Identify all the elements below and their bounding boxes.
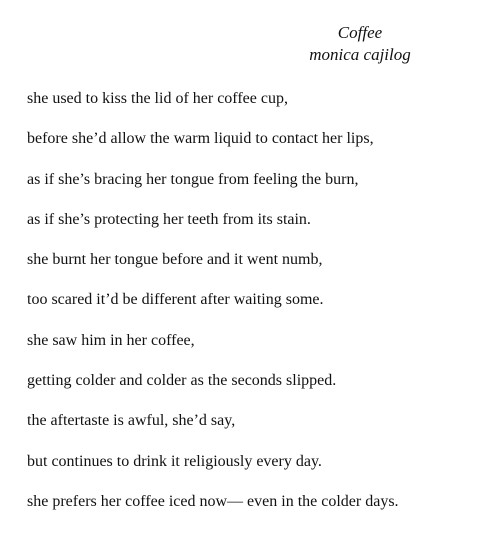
poem-line: she burnt her tongue before and it went numb,: [27, 251, 323, 269]
poem-line: she prefers her coffee iced now— even in the colder days.: [27, 492, 399, 510]
poem-author: monica cajilog: [309, 45, 411, 64]
poem-header: [300, 22, 420, 66]
poem-body: [27, 89, 468, 532]
poem-line: too scared it’d be different after waiting some.: [27, 291, 324, 309]
poem-line: as if she’s protecting her teeth from its stain.: [27, 210, 311, 228]
poem-title: Coffee: [337, 23, 383, 42]
poem-line: as if she’s bracing her tongue from feeling the burn,: [27, 170, 359, 188]
poem-line: getting colder and colder as the seconds slipped.: [27, 372, 337, 390]
poem-line: but continues to drink it religiously every day.: [27, 452, 322, 470]
poem-line: she used to kiss the lid of her coffee cup,: [27, 90, 288, 107]
poem-line: she saw him in her coffee,: [27, 331, 195, 349]
poem-line: the aftertaste is awful, she’d say,: [27, 412, 236, 430]
poem-line: before she’d allow the warm liquid to contact her lips,: [27, 130, 374, 148]
